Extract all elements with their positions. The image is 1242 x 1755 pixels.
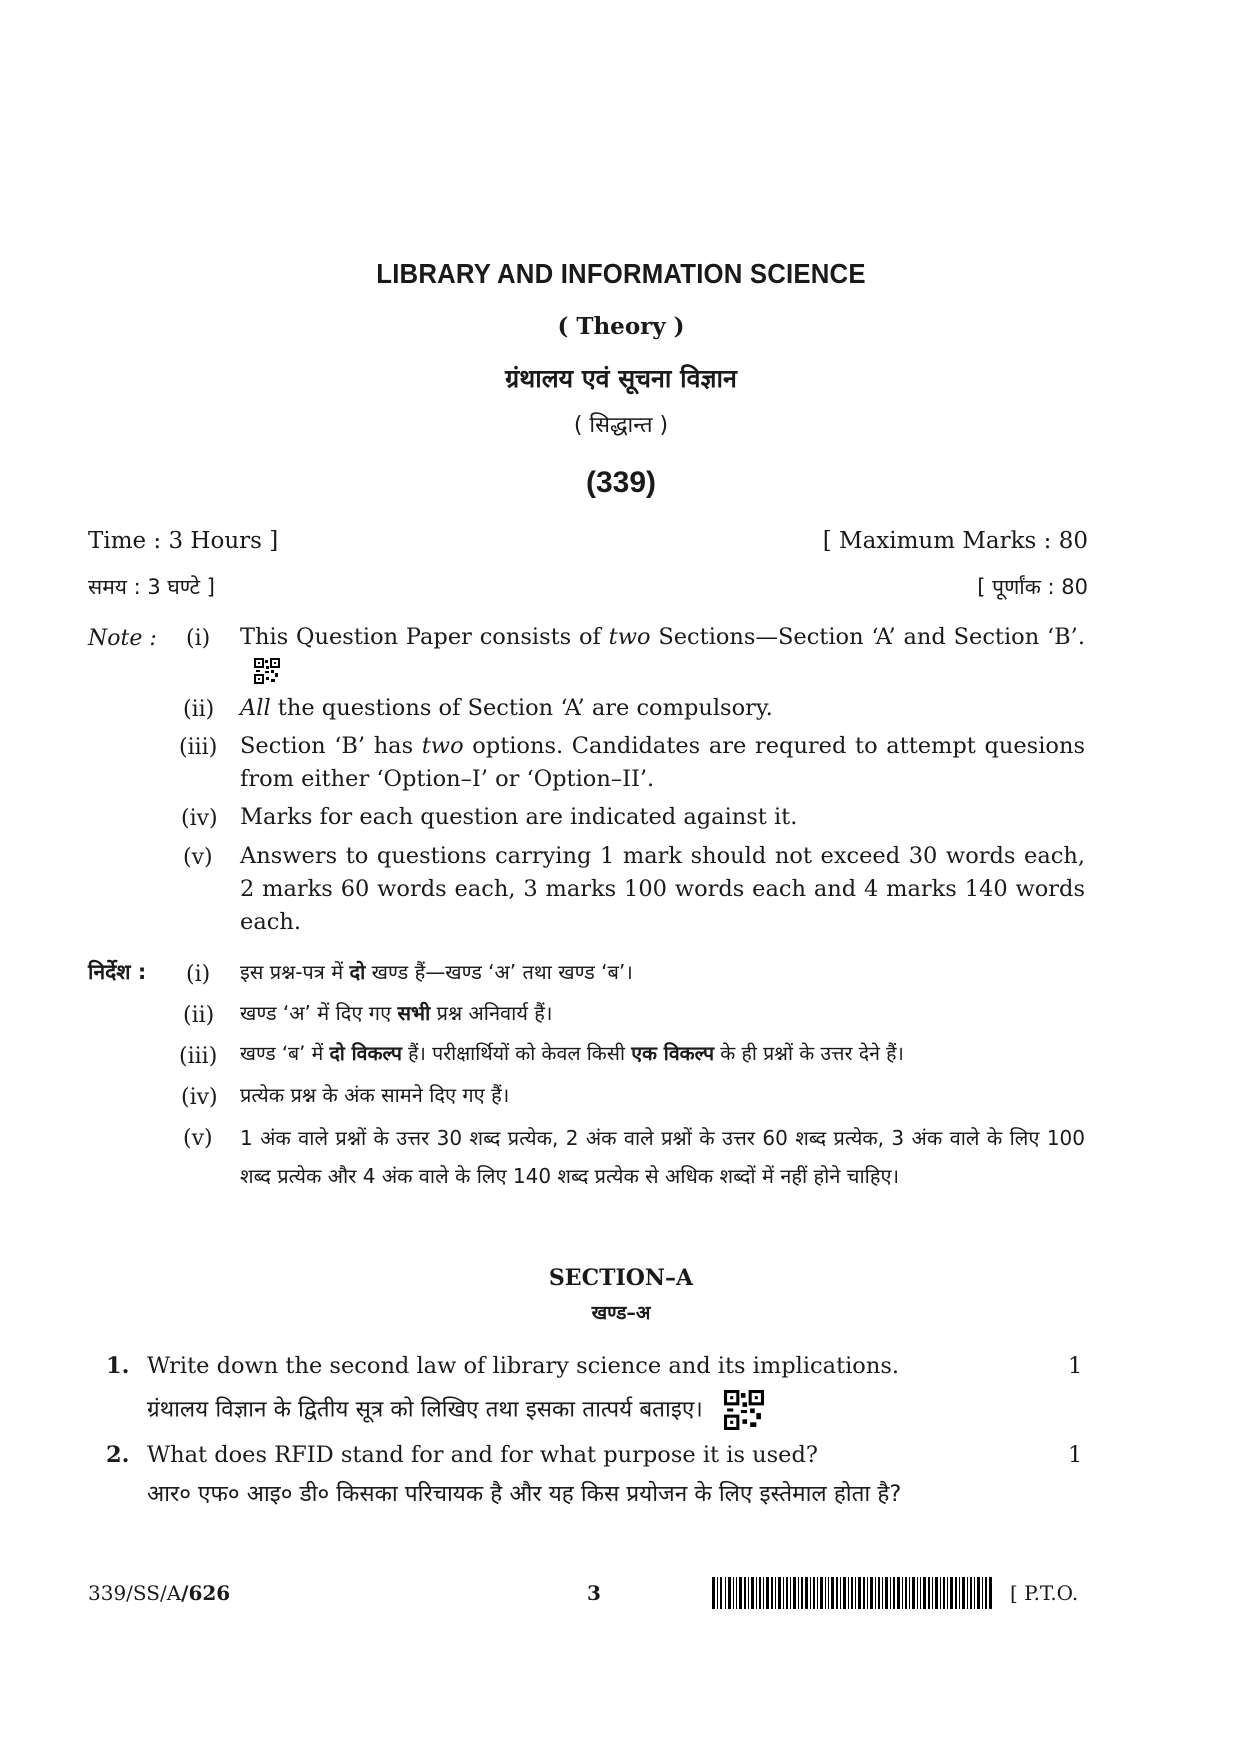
paper-subtitle: ( Theory ) <box>557 313 685 340</box>
barcode-icon <box>712 1577 992 1609</box>
max-marks-english: [ Maximum Marks : 80 <box>822 528 1088 554</box>
note-num: (v) <box>183 845 213 870</box>
note-item: All the questions of Section ‘A’ are compulsory. <box>240 695 773 721</box>
note-item-hindi: खण्ड ‘अ’ में दिए गए सभी प्रश्न अनिवार्य हैं। <box>240 1001 553 1025</box>
note-item-hindi: 1 अंक वाले प्रश्नों के उत्तर 30 शब्द प्रत्येक, 2 अंक वाले प्रश्नों के उत्तर 60 शब्द प्रत्येक, 3 अंक वाले के लिए 100 शब्द प्रत्येक और 4 अंक वाले के लिए 140 शब्द प्रत्येक से अधिक शब्दों में नहीं होने चाहिए। <box>240 1126 1085 1188</box>
note-item-hindi: इस प्रश्न-पत्र में दो खण्ड हैं—खण्ड ‘अ’ तथा खण्ड ‘ब’। <box>240 960 633 984</box>
note-item-hindi: प्रत्येक प्रश्न के अंक सामने दिए गए हैं। <box>240 1083 510 1107</box>
note-num: (v) <box>183 1126 213 1151</box>
note-item: Marks for each question are indicated against it. <box>240 804 798 830</box>
max-marks-hindi: [ पूर्णांक : 80 <box>977 575 1088 599</box>
note-num: (ii) <box>183 697 215 722</box>
section-title: SECTION–A <box>548 1265 694 1291</box>
note-item-hindi: खण्ड ‘ब’ में दो विकल्प हैं। परीक्षार्थियों को केवल किसी एक विकल्प के ही प्रश्नों के उत्तर देने हैं। <box>240 1042 904 1065</box>
time-english: Time : 3 Hours ] <box>88 528 279 554</box>
question-marks: 1 <box>1068 1353 1083 1379</box>
pto-label: [ P.T.O. <box>1010 1581 1079 1605</box>
note-num: (iv) <box>181 1085 218 1110</box>
note-label: Note : <box>88 626 157 651</box>
note-num: (ii) <box>183 1003 215 1028</box>
note-item: This Question Paper consists of two Sections—Section ‘A’ and Section ‘B’. <box>240 621 1085 687</box>
question-number: 2. <box>106 1442 130 1468</box>
note-num: (i) <box>186 626 211 651</box>
question-text: Write down the second law of library science and its implications. <box>147 1353 900 1379</box>
question-number: 1. <box>106 1353 130 1379</box>
qr-code-icon <box>724 1390 764 1430</box>
note-item: Answers to questions carrying 1 mark should not exceed 30 words each, 2 marks 60 words each, 3 marks 100 words each and 4 marks 140 words each. <box>240 843 1085 935</box>
note-num: (i) <box>186 962 211 987</box>
paper-code: (339) <box>585 466 657 499</box>
time-hindi: समय : 3 घण्टे ] <box>88 575 216 599</box>
footer-paper-code: 339/SS/A/626 <box>88 1581 231 1605</box>
section-title-hindi: खण्ड–अ <box>591 1302 651 1324</box>
note-num: (iii) <box>179 735 218 760</box>
question-marks: 1 <box>1068 1442 1083 1468</box>
note-num: (iv) <box>181 806 218 831</box>
paper-title-hindi: ग्रंथालय एवं सूचना विज्ञान <box>505 364 737 393</box>
note-label-hindi: निर्देश : <box>88 960 147 984</box>
qr-code-icon <box>254 658 280 684</box>
note-item: Section ‘B’ has two options. Candidates are requred to attempt quesions from either ‘Option–I’ or ‘Option–II’. <box>240 733 1085 792</box>
question-text-hindi: ग्रंथालय विज्ञान के द्वितीय सूत्र को लिखिए तथा इसका तात्पर्य बताइए। <box>147 1390 1007 1430</box>
paper-subtitle-hindi: ( सिद्धान्त ) <box>573 413 669 438</box>
page-number: 3 <box>587 1581 601 1605</box>
question-text-hindi: आर० एफ० आइ० डी० किसका परिचायक है और यह किस प्रयोजन के लिए इस्तेमाल होता है? <box>147 1481 902 1507</box>
paper-title: LIBRARY AND INFORMATION SCIENCE <box>376 258 866 289</box>
question-text: What does RFID stand for and for what purpose it is used? <box>147 1442 818 1468</box>
note-num: (iii) <box>179 1044 218 1069</box>
